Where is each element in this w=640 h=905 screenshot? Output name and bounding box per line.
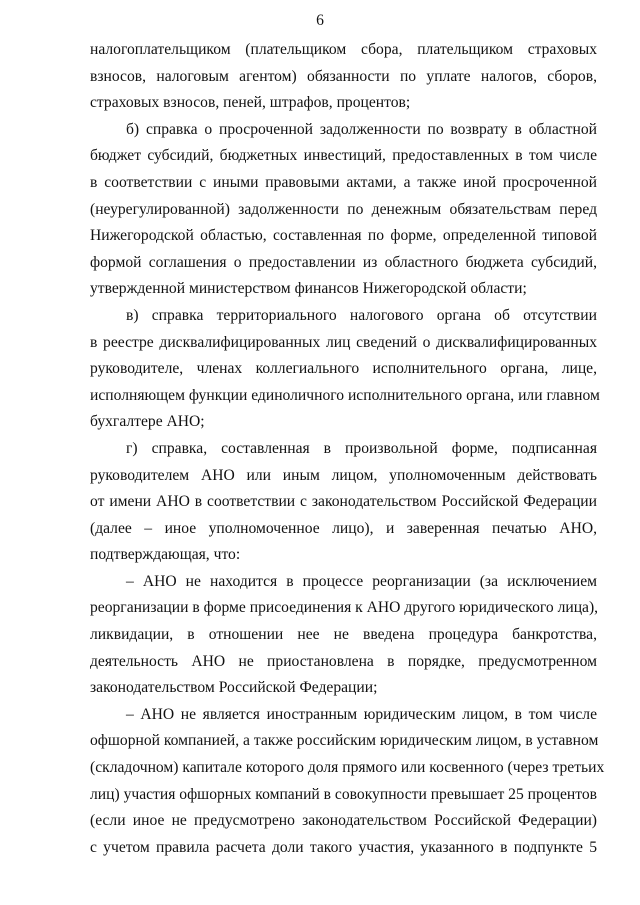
page-number: 6 [316,12,324,29]
text-line: деятельность АНО не приостановлена в порядке, предусмотренном [90,652,597,670]
text-line: реорганизации в форме присоединения к АНО другого юридического лица), [90,599,599,617]
document-body [90,37,605,861]
text-line: взносов, налоговым агентом) обязанности по уплате налогов, сборов, [90,67,597,85]
text-line: б) справка о просроченной задолженности по возврату в областной [126,120,597,138]
text-line: Нижегородской областью, составленная по форме, определенной типовой [90,227,597,245]
text-line: офшорной компанией, а также российским юридическим лицом, в уставном [90,732,599,750]
text-line: (если иное не предусмотрено законодательством Российской Федерации) [90,812,597,830]
text-line: с учетом правила расчета доли такого участия, указанного в подпункте 5 [90,838,597,856]
text-line: лиц) участия офшорных компаний в совокупности превышает 25 процентов [90,785,597,803]
text-line: формой соглашения о предоставлении из областного бюджета субсидий, [90,253,597,271]
text-line: в реестре дисквалифицированных лиц сведений о дисквалифицированных [90,333,597,351]
text-line: в) справка территориального налогового органа об отсутствии [126,306,597,324]
text-line: страховых взносов, пеней, штрафов, процентов; [90,94,411,112]
text-line: (неурегулированной) задолженности по денежным обязательствам перед [90,200,597,218]
text-line: – АНО не находится в процессе реорганизации (за исключением [126,572,597,590]
text-line: от имени АНО в соответствии с законодательством Российской Федерации [90,493,597,511]
text-line: (складочном) капитале которого доля прямого или косвенного (через третьих [90,759,605,777]
text-line: налогоплательщиком (плательщиком сбора, плательщиком страховых [90,41,597,58]
text-line: руководителе, членах коллегиального исполнительного органа, лице, [90,360,597,378]
text-line: (далее – иное уполномоченное лицо), и заверенная печатью АНО, [90,519,597,537]
text-line: подтверждающая, что: [90,546,241,564]
text-line: исполняющем функции единоличного исполнительного органа, или главном [90,386,600,404]
text-line: – АНО не является иностранным юридическим лицом, в том числе [126,705,597,723]
text-line: г) справка, составленная в произвольной форме, подписанная [126,439,597,457]
text-line: в соответствии с иными правовыми актами, а также иной просроченной [90,173,597,191]
text-line: руководителем АНО или иным лицом, уполномоченным действовать [90,466,597,484]
text-line: утвержденной министерством финансов Нижегородской области; [90,280,527,298]
text-line: бухгалтере АНО; [90,413,205,431]
text-line: законодательством Российской Федерации; [90,679,378,697]
text-line: ликвидации, в отношении нее не введена процедура банкротства, [90,626,597,644]
text-line: бюджет субсидий, бюджетных инвестиций, предоставленных в том числе [90,147,597,165]
